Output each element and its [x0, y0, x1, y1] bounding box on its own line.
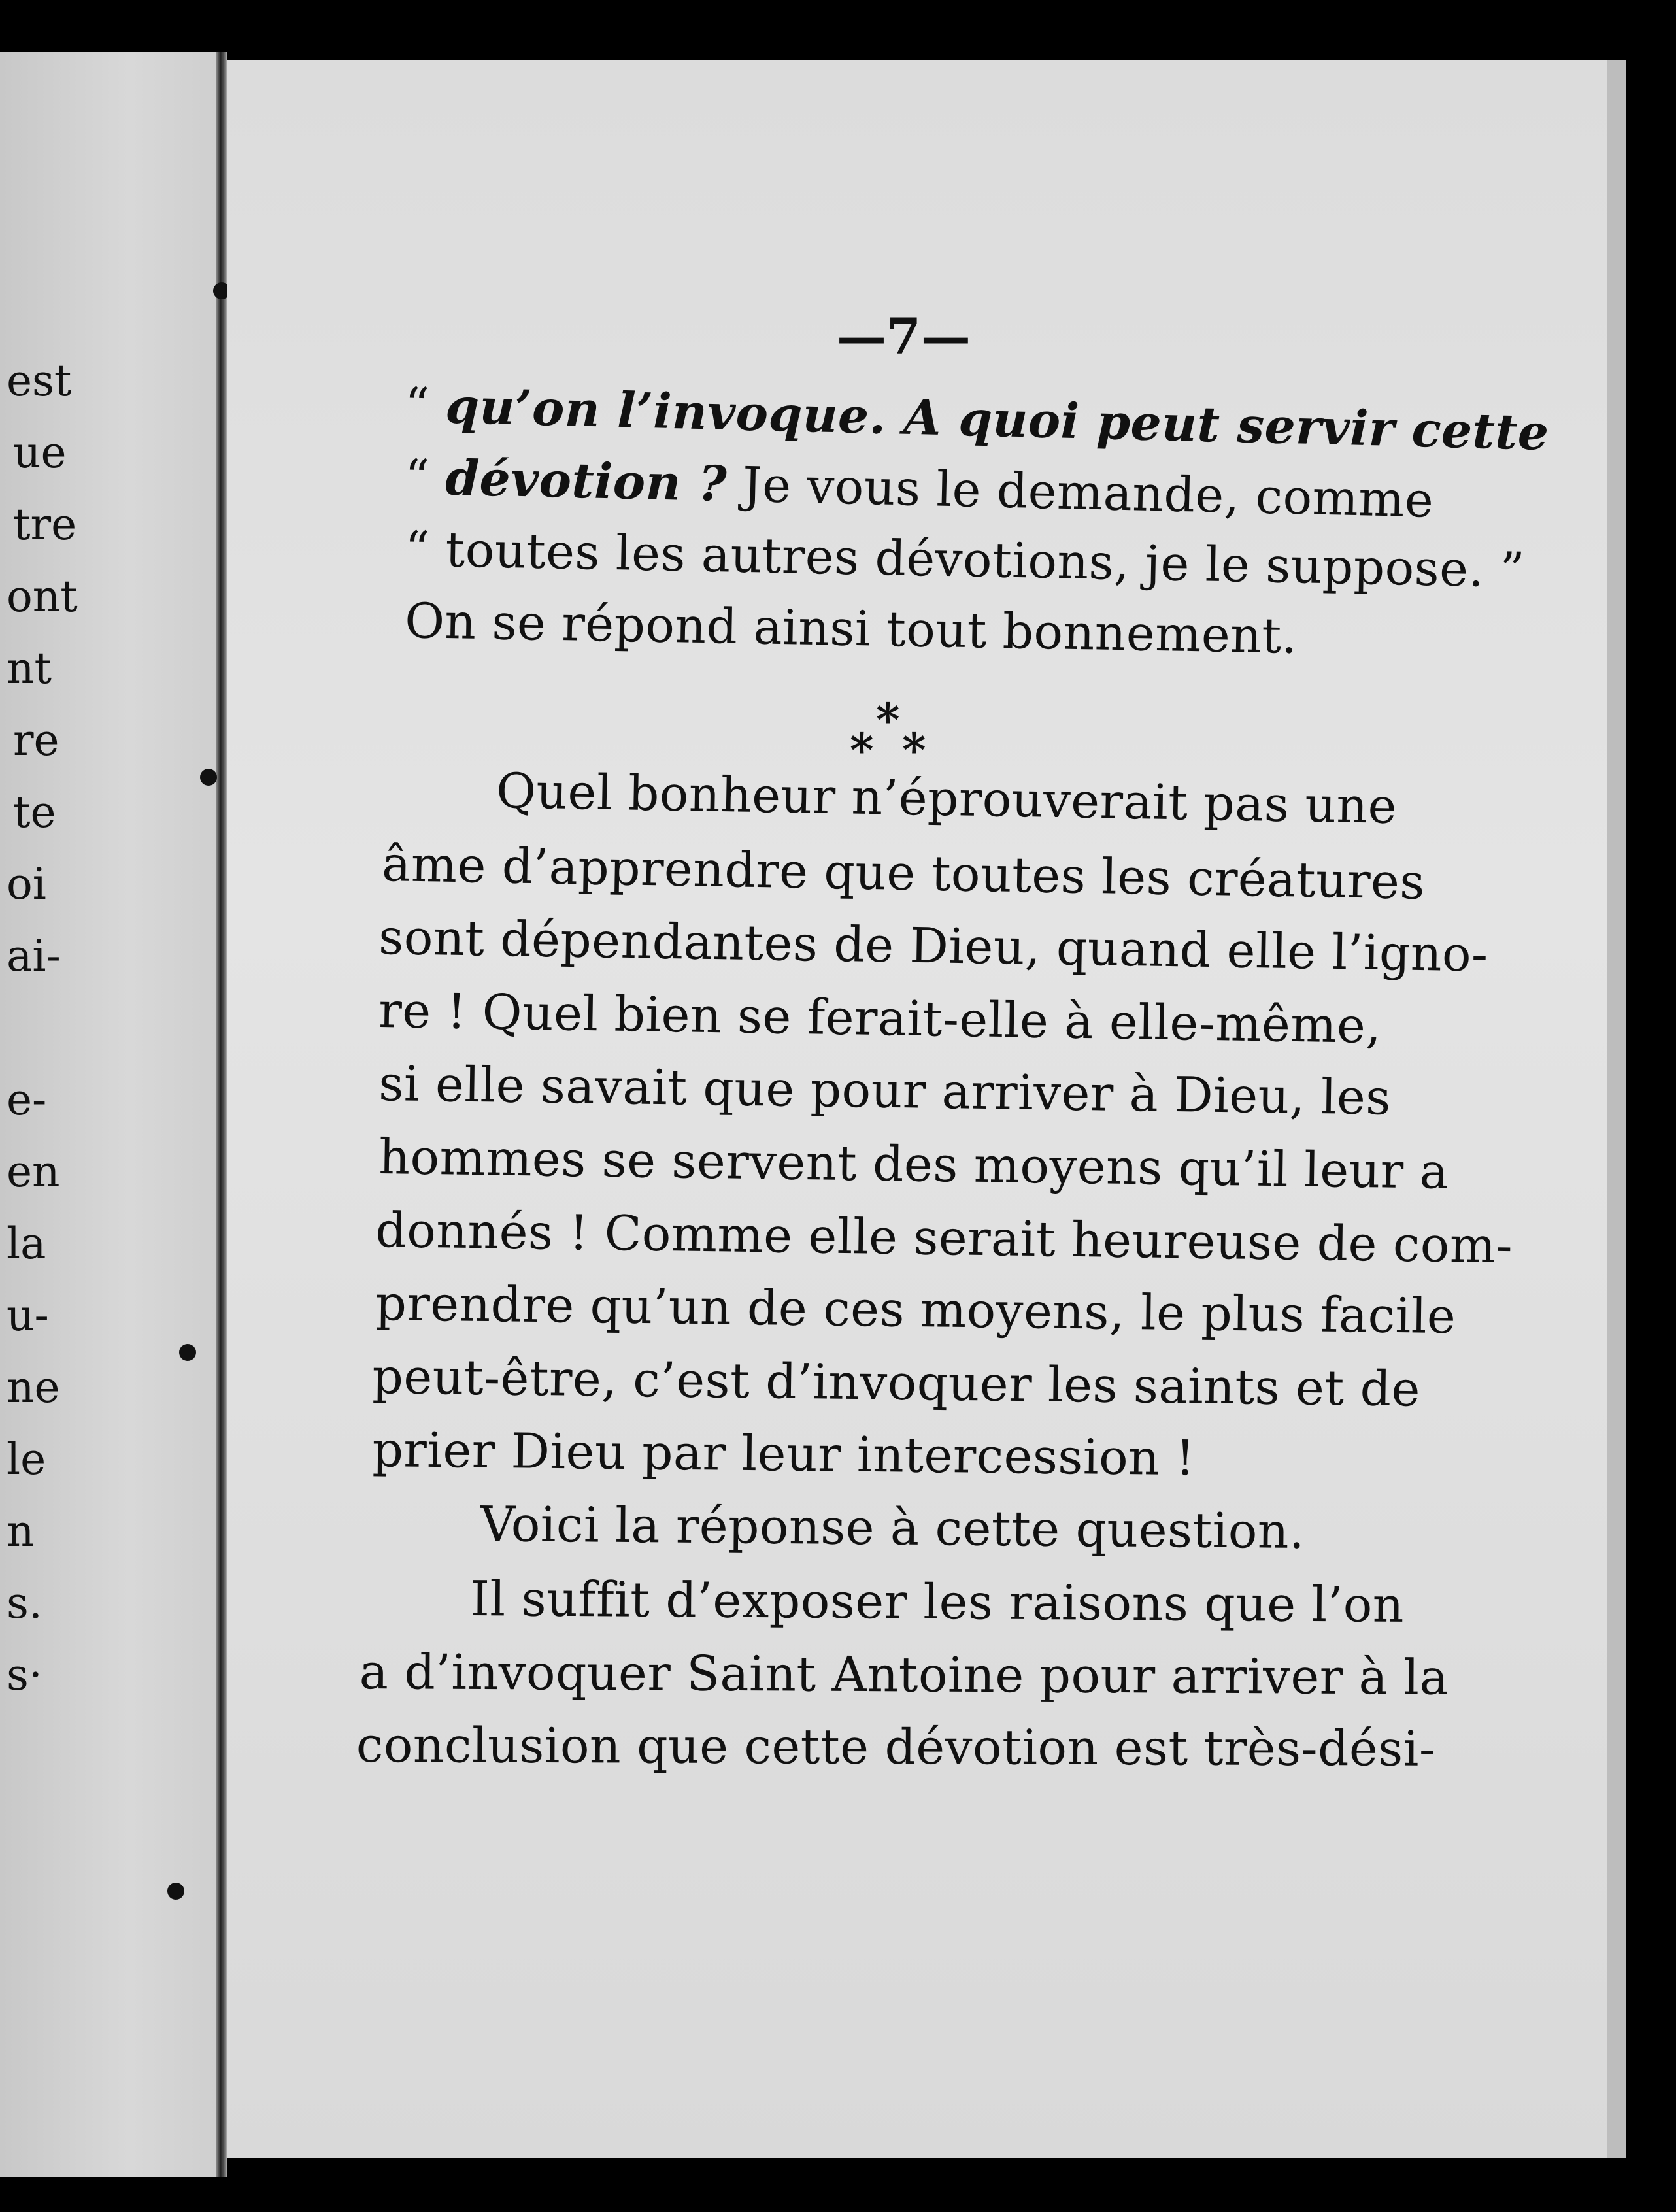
left-fragment: ne — [7, 1362, 60, 1413]
paragraph-line: Voici la réponse à cette question. — [480, 1496, 1305, 1560]
paragraph-line: peut-être, c’est d’invoquer les saints et de — [371, 1349, 1421, 1418]
left-fragment: est — [7, 356, 72, 406]
left-fragment: tre — [13, 499, 77, 550]
paragraph-line: a d’invoquer Saint Antoine pour arriver à la — [359, 1644, 1449, 1706]
paragraph-line: re ! Quel bien se ferait-elle à elle-même, — [378, 982, 1382, 1055]
left-fragment: u- — [7, 1290, 49, 1341]
left-fragment: e- — [7, 1075, 47, 1125]
asterism-star: * — [850, 723, 874, 777]
paragraph-line: donnés ! Comme elle serait heureuse de com- — [375, 1202, 1513, 1275]
left-fragment: la — [7, 1218, 46, 1269]
binding-stitch — [200, 769, 217, 786]
asterism-star: * — [902, 723, 926, 777]
paragraph-line: hommes se servent des moyens qu’il leur a — [378, 1129, 1449, 1200]
left-fragment: ue — [13, 427, 67, 478]
quote-line: “ dévotion ? Je vous le demande, comme — [404, 449, 1435, 529]
binding-gutter — [216, 52, 227, 2177]
paragraph-line: prendre qu’un de ces moyens, le plus facile — [375, 1275, 1456, 1345]
left-fragment: re — [13, 715, 59, 765]
paragraph-line: prier Dieu par leur intercession ! — [372, 1422, 1196, 1487]
left-fragment: le — [7, 1434, 46, 1484]
binding-stitch — [167, 1883, 184, 1900]
left-facing-page — [0, 52, 216, 2177]
quote-line: “ toutes les autres dévotions, je le suppose. ” — [404, 521, 1526, 599]
paragraph-line: Quel bonheur n’éprouverait pas une — [495, 763, 1398, 835]
left-fragment: nt — [7, 643, 52, 694]
left-fragment: ai- — [7, 931, 61, 981]
left-fragment: s. — [7, 1578, 42, 1628]
binding-stitch — [179, 1344, 196, 1361]
quote-line: On se répond ainsi tout bonnement. — [404, 593, 1298, 665]
left-fragment: s· — [7, 1650, 42, 1700]
left-fragment: ont — [7, 571, 78, 622]
paragraph-line: sont dépendantes de Dieu, quand elle l’igno- — [378, 909, 1489, 983]
quote-line: “ qu’on l’invoque. A quoi peut servir cette — [403, 377, 1550, 461]
paragraph-line: âme d’apprendre que toutes les créatures — [381, 836, 1426, 911]
left-fragment: n — [7, 1506, 35, 1556]
section-asterism — [850, 693, 928, 777]
page-edge — [1607, 60, 1626, 2158]
page-number: —7— — [837, 307, 971, 365]
paragraph-line: Il suffit d’exposer les raisons que l’on — [470, 1571, 1405, 1634]
paragraph-line: si elle savait que pour arriver à Dieu, les — [378, 1056, 1392, 1126]
asterism-star: * — [876, 693, 900, 747]
left-fragment: oi — [7, 859, 46, 909]
left-fragment: en — [7, 1147, 60, 1197]
left-fragment: te — [13, 787, 56, 837]
paragraph-line: conclusion que cette dévotion est très-dési- — [356, 1717, 1436, 1777]
